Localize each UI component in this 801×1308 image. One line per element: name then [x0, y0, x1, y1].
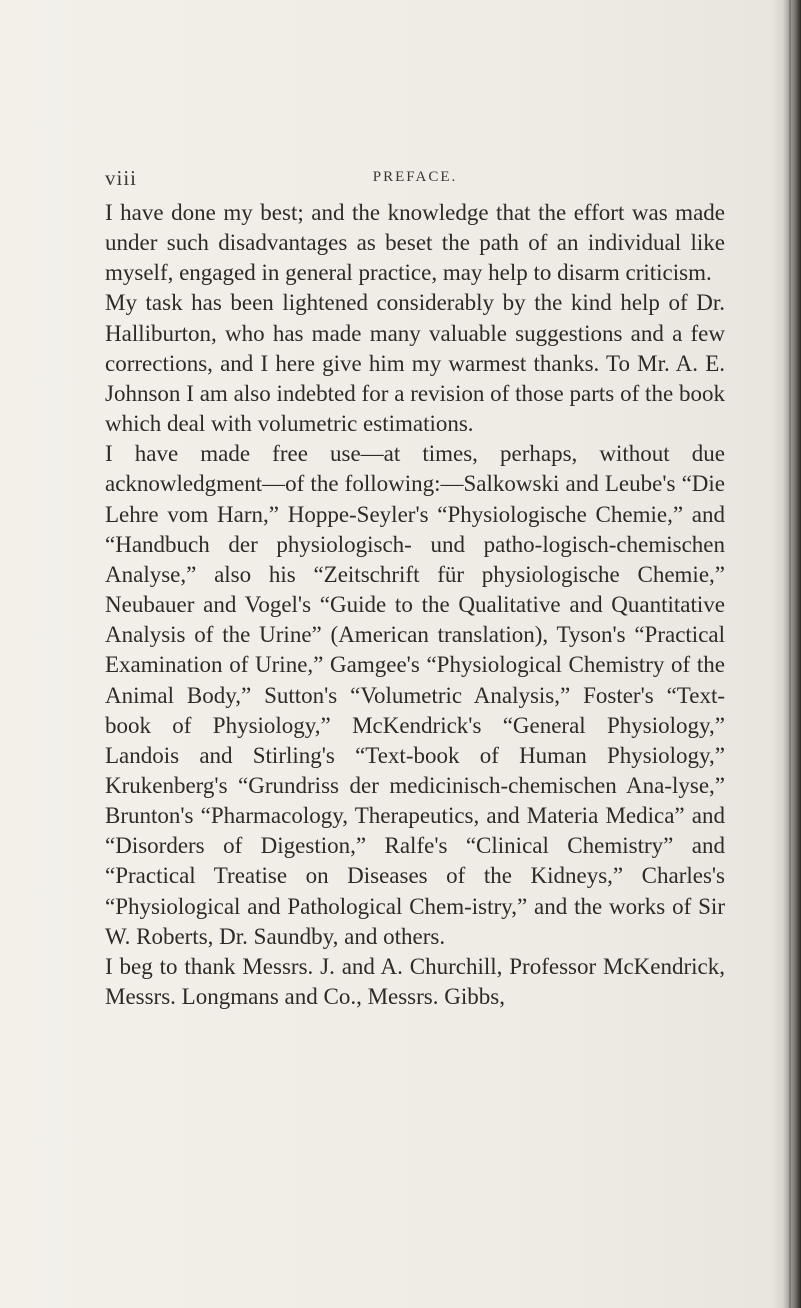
page-header [105, 166, 725, 192]
running-head: PREFACE. [372, 169, 458, 185]
page-number: viii [105, 166, 138, 190]
preface-body [105, 198, 725, 1012]
paragraph: My task has been lightened considerably by the kind help of Dr. Halliburton, who has made many valuable suggestions and a few corrections, and I here give him my warmest thanks. To Mr. A. E. Johnson I am also indebted for a revision of those parts of the book which deal with volumetric estimations. [105, 290, 725, 437]
page-edge-shadow [771, 0, 801, 1308]
paragraph: I beg to thank Messrs. J. and A. Churchill, Professor McKendrick, Messrs. Longmans and Co., Messrs. Gibbs, [105, 953, 725, 1010]
paragraph: I have done my best; and the knowledge that the effort was made under such disadvantages as beset the path of an individual like myself, engaged in general practice, may help to disarm criticism. [105, 200, 725, 286]
paragraph: I have made free use—at times, perhaps, without due acknowledgment—of the following:—Salkowski and Leube's “Die Lehre vom Harn,” Hoppe-Seyler's “Physiologische Chemie,” and “Handbuch der physiologisch- und patho-logisch-chemischen Analyse,” also his “Zeitschrift für physiologische Chemie,” Neubauer and Vogel's “Guide to the Qualitative and Quantitative Analysis of the Urine” (American translation), Tyson's “Practical Examination of Urine,” Gamgee's “Physiological Chemistry of the Animal Body,” Sutton's “Volumetric Analysis,” Foster's “Text-book of Physiology,” McKendrick's “General Physiology,” Landois and Stirling's “Text-book of Human Physiology,” Krukenberg's “Grundriss der medicinisch-chemischen Ana-lyse,” Brunton's “Pharmacology, Therapeutics, and Materia Medica” and “Disorders of Digestion,” Ralfe's “Clinical Chemistry” and “Practical Treatise on Diseases of the Kidneys,” Charles's “Physiological and Pathological Chem-istry,” and the works of Sir W. Roberts, Dr. Saundby, and others. [105, 441, 725, 949]
